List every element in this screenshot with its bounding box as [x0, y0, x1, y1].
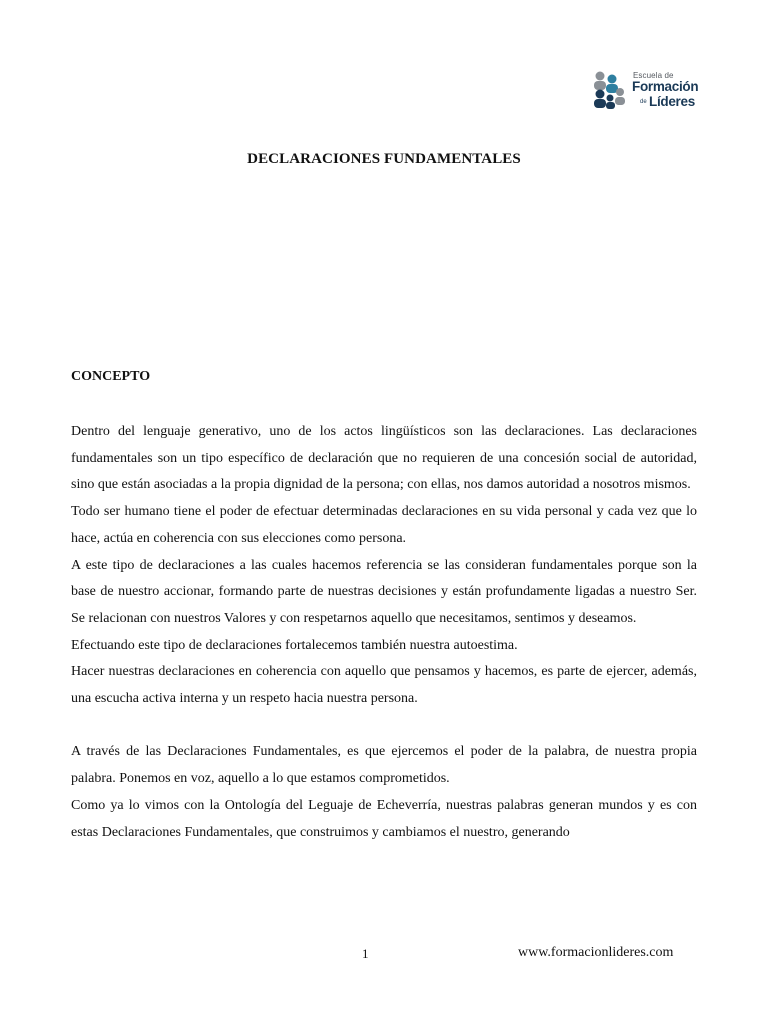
- body-paragraph: Todo ser humano tiene el poder de efectuar determinadas declaraciones en su vida personal y cada vez que lo hace, actúa en coherencia con sus elecciones como persona.: [71, 504, 697, 546]
- logo-text-formacion: Formación: [632, 79, 699, 94]
- page-number: 1: [362, 946, 369, 961]
- body-paragraph: A través de las Declaraciones Fundamentales, es que ejercemos el poder de la palabra, de nuestra propia palabra. Ponemos en voz, aquello a lo que estamos comprometidos.: [71, 744, 697, 787]
- document-title: DECLARACIONES FUNDAMENTALES: [247, 151, 521, 167]
- document-body: [71, 419, 697, 846]
- body-paragraph: Dentro del lenguaje generativo, uno de los actos lingüísticos son las declaraciones. Las declaraciones fundamentales son un tipo específico de declaración que no requieren de una concesión social de autoridad, sino que están asociadas a la propia dignidad de la persona; con ellas, nos damos autoridad a nosotros mismos.: [71, 424, 697, 493]
- logo-text-de: de: [640, 99, 647, 105]
- footer-website-link[interactable]: www.formacionlideres.com: [518, 945, 674, 960]
- body-paragraph: A este tipo de declaraciones a las cuales hacemos referencia se las consideran fundamentales porque son la base de nuestro accionar, formando parte de nuestras decisiones y están profundamente ligadas a nuestro Ser. Se relacionan con nuestros Valores y con respetarnos aquello que necesitamos, sentimos y deseamos.: [71, 557, 697, 626]
- body-paragraph: Hacer nuestras declaraciones en coherencia con aquello que pensamos y hacemos, es parte de ejercer, además, una escucha activa interna y un respeto hacia nuestra persona.: [71, 664, 697, 707]
- school-logo: [590, 68, 700, 112]
- body-paragraph: Como ya lo vimos con la Ontología del Leguaje de Echeverría, nuestras palabras generan mundos y es con estas Declaraciones Fundamentales, que construimos y cambiamos el nuestro, generando: [71, 797, 697, 840]
- logo-text-escuela: Escuela de: [633, 71, 674, 80]
- section-heading-concepto: CONCEPTO: [71, 369, 151, 384]
- logo-text-lideres: Líderes: [649, 94, 695, 109]
- people-logo-icon: [590, 68, 632, 112]
- body-paragraph: Efectuando este tipo de declaraciones fortalecemos también nuestra autoestima.: [71, 637, 518, 653]
